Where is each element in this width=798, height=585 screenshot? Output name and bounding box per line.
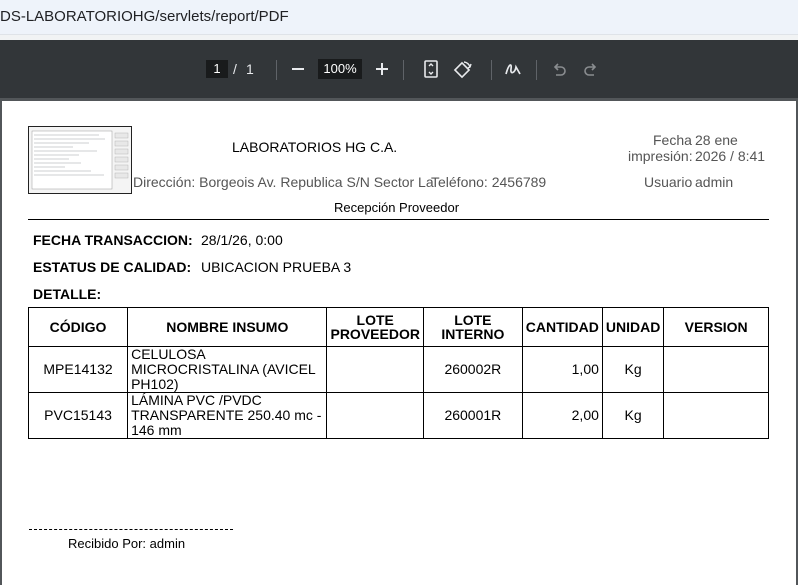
address-bar[interactable] [0,0,798,35]
codigo-cell: PVC15143 [29,393,128,439]
zoom-level-input[interactable]: 100% [318,59,362,79]
lote-proveedor-cell [327,347,423,393]
column-header: UNIDAD [602,308,663,347]
annotate-icon[interactable] [502,58,524,80]
zoom-out-icon[interactable] [287,58,309,80]
detail-table [28,307,769,439]
header-divider [28,219,769,220]
signature-line [29,529,233,530]
unidad-cell: Kg [602,393,663,439]
column-header: CANTIDAD [522,308,602,347]
estatus-label: ESTATUS DE CALIDAD: [33,259,192,275]
user-value: admin [695,174,734,190]
nombre-cell: LÁMINA PVC /PVDC TRANSPARENTE 250.40 mc - 146 mm [128,393,327,439]
divider [491,60,492,80]
page-separator: / [233,61,237,77]
print-date-label: Fecha [653,132,692,148]
report-subtitle: Recepción Proveedor [334,200,460,215]
unidad-cell: Kg [602,347,663,393]
lote-interno-cell: 260002R [423,347,522,393]
detalle-label: DETALLE: [33,286,102,302]
print-date-label: impresión: [628,148,693,164]
rotate-icon[interactable] [452,58,474,80]
column-header: LOTE PROVEEDOR [327,308,423,347]
divider [536,60,537,80]
divider [403,60,404,80]
table-row [29,393,769,439]
column-header: LOTE INTERNO [423,308,522,347]
zoom-in-icon[interactable] [371,58,393,80]
fecha-value: 28/1/26, 0:00 [201,232,283,248]
page-number-input[interactable]: 1 [206,60,228,78]
fit-page-icon[interactable] [420,58,442,80]
divider [276,60,277,80]
undo-icon[interactable] [548,58,570,80]
total-pages: 1 [246,61,254,77]
print-date-value: 2026 / 8:41 [695,148,766,164]
nombre-cell: CELULOSA MICROCRISTALINA (AVICEL PH102) [128,347,327,393]
lote-proveedor-cell [327,393,423,439]
column-header: CÓDIGO [29,308,128,347]
url-text[interactable]: DS-LABORATORIOHG/servlets/report/PDF [0,8,289,25]
company-address: Dirección: Borgeois Av. Republica S/N Sector La [133,174,434,190]
print-date-value: 28 ene [695,132,738,148]
company-phone: Teléfono: 2456789 [431,174,547,190]
version-cell [664,393,769,439]
table-header-row [29,308,769,347]
user-label: Usuario [644,174,693,190]
pdf-toolbar [0,40,798,98]
cantidad-cell: 2,00 [522,393,602,439]
column-header: NOMBRE INSUMO [128,308,327,347]
received-by: Recibido Por: admin [68,536,186,551]
company-name: LABORATORIOS HG C.A. [232,139,398,155]
column-header: VERSION [664,308,769,347]
codigo-cell: MPE14132 [29,347,128,393]
estatus-value: UBICACION PRUEBA 3 [201,259,352,275]
fecha-label: FECHA TRANSACCION: [33,232,193,248]
redo-icon[interactable] [580,58,602,80]
table-row [29,347,769,393]
cantidad-cell: 1,00 [522,347,602,393]
company-logo [28,126,132,194]
lote-interno-cell: 260001R [423,393,522,439]
version-cell [664,347,769,393]
